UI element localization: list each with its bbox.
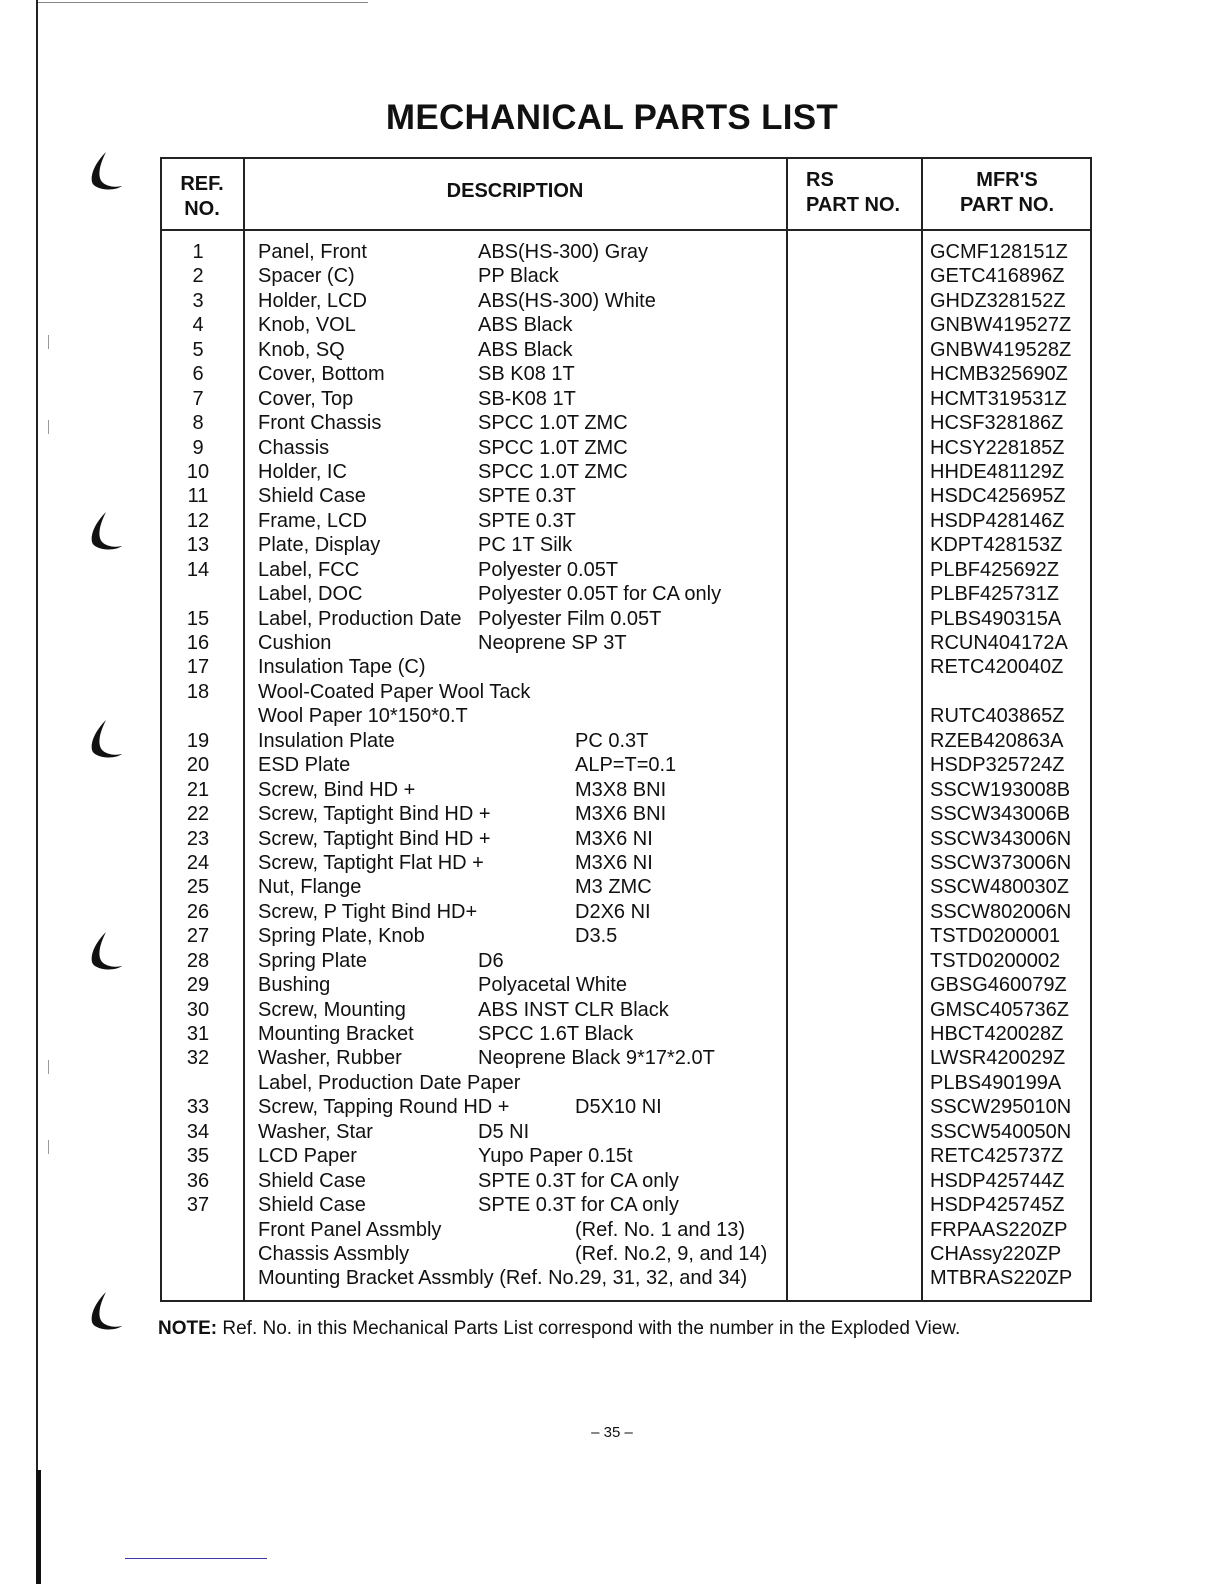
part-name-cell: Screw, Taptight Bind HD +	[258, 803, 491, 826]
mfr-part-no-cell: MTBRAS220ZP	[930, 1267, 1073, 1290]
part-name-cell: Wool-Coated Paper Wool Tack	[258, 680, 531, 703]
mfr-part-no-cell: RETC420040Z	[930, 656, 1064, 679]
part-name-cell: Spring Plate	[258, 949, 367, 972]
ref-no-cell: 28	[186, 949, 210, 972]
ref-no-cell: 34	[186, 1120, 210, 1143]
part-spec-cell: M3X6 NI	[575, 827, 653, 850]
ref-no-cell: 22	[186, 803, 210, 826]
mfr-part-no-cell: LWSR420029Z	[930, 1047, 1066, 1070]
table-row	[0, 729, 1224, 753]
ref-no-cell: 35	[186, 1145, 210, 1168]
header-rs-line2: PART NO.	[806, 194, 901, 216]
part-name-cell: Chassis	[258, 436, 330, 459]
part-name-cell: Frame, LCD	[258, 509, 367, 532]
ref-no-cell: 15	[186, 607, 210, 630]
page-number: – 35 –	[591, 1424, 633, 1441]
part-name-cell: Bushing	[258, 974, 331, 997]
mfr-part-no-cell: TSTD0200001	[930, 925, 1061, 948]
part-name-cell: Label, Production Date	[258, 607, 462, 630]
table-row	[0, 607, 1224, 631]
header-description: DESCRIPTION	[446, 180, 584, 202]
part-spec-cell: SPCC 1.0T ZMC	[478, 436, 628, 459]
ref-no-cell: 5	[192, 338, 204, 361]
parts-table-body	[0, 240, 1224, 1291]
table-row	[0, 680, 1224, 704]
part-name-cell: Cover, Top	[258, 387, 354, 410]
ref-no-cell: 12	[186, 509, 210, 532]
part-spec-cell: Neoprene SP 3T	[478, 632, 627, 654]
table-row	[0, 460, 1224, 484]
footnote	[158, 1318, 960, 1340]
part-name-cell: Mounting Bracket	[258, 1023, 414, 1045]
part-name-cell: Screw, Tapping Round HD +	[258, 1096, 510, 1119]
ref-no-cell: 26	[186, 900, 210, 923]
header-ref-line2: NO.	[184, 198, 220, 220]
ref-no-cell: 37	[186, 1194, 210, 1217]
mfr-part-no-cell: HBCT420028Z	[930, 1023, 1064, 1045]
part-name-cell: Cushion	[258, 632, 332, 654]
table-row	[0, 851, 1224, 875]
table-row	[0, 827, 1224, 851]
table-row	[0, 900, 1224, 924]
part-name-cell: Spacer (C)	[258, 265, 355, 288]
part-name-cell: Wool Paper 10*150*0.T	[258, 705, 468, 728]
table-row	[0, 875, 1224, 899]
ref-no-cell: 3	[192, 289, 204, 312]
part-name-cell: Chassis Assmbly	[258, 1242, 410, 1265]
mfr-part-no-cell: SSCW343006B	[930, 803, 1071, 826]
part-name-cell: Shield Case	[258, 485, 366, 508]
table-row	[0, 362, 1224, 386]
table-row	[0, 533, 1224, 557]
header-ref-line1: REF.	[180, 173, 224, 195]
mfr-part-no-cell: GMSC405736Z	[930, 998, 1069, 1021]
part-spec-cell: SPCC 1.0T ZMC	[478, 412, 628, 435]
header-ref-no	[160, 172, 244, 222]
part-spec-cell: Yupo Paper 0.15t	[478, 1145, 633, 1168]
ref-no-cell: 6	[192, 363, 204, 386]
ref-no-cell: 17	[186, 656, 210, 679]
part-spec-cell: Polyester 0.05T for CA only	[478, 583, 722, 606]
table-row	[0, 1144, 1224, 1168]
mfr-part-no-cell: PLBF425731Z	[930, 583, 1059, 606]
ref-no-cell: 24	[186, 851, 210, 874]
table-row	[0, 436, 1224, 460]
table-row	[0, 484, 1224, 508]
part-name-cell: Holder, IC	[258, 460, 347, 483]
mfr-part-no-cell: GBSG460079Z	[930, 974, 1067, 997]
note-text: Ref. No. in this Mechanical Parts List correspond with the number in the Exploded View.	[217, 1318, 961, 1339]
part-spec-cell: Polyester 0.05T	[478, 558, 619, 581]
mfr-part-no-cell: RCUN404172A	[930, 632, 1068, 654]
part-spec-cell: SPTE 0.3T for CA only	[478, 1169, 679, 1192]
ref-no-cell: 9	[192, 436, 204, 459]
ref-no-cell: 19	[186, 729, 210, 752]
part-spec-cell: PP Black	[478, 265, 559, 288]
mfr-part-no-cell: HSDP325724Z	[930, 754, 1065, 777]
part-spec-cell: SB-K08 1T	[478, 387, 576, 410]
part-name-cell: ESD Plate	[258, 754, 351, 777]
mfr-part-no-cell: FRPAAS220ZP	[930, 1218, 1068, 1241]
part-name-cell: Cover, Bottom	[258, 363, 385, 386]
ref-no-cell: 13	[186, 534, 210, 557]
table-row	[0, 704, 1224, 728]
ref-no-cell: 14	[186, 558, 210, 581]
part-spec-cell: ABS Black	[478, 314, 573, 337]
mfr-part-no-cell: HSDP425745Z	[930, 1194, 1065, 1217]
part-spec-cell: SPTE 0.3T for CA only	[478, 1194, 679, 1217]
table-row	[0, 949, 1224, 973]
ref-no-cell: 31	[186, 1023, 210, 1045]
mfr-part-no-cell: KDPT428153Z	[930, 534, 1063, 557]
ref-no-cell: 29	[186, 974, 210, 997]
top-rule	[38, 2, 368, 3]
note-label: NOTE:	[158, 1318, 218, 1339]
mfr-part-no-cell: RETC425737Z	[930, 1145, 1064, 1168]
mfr-part-no-cell: SSCW295010N	[930, 1096, 1072, 1119]
mfr-part-no-cell: HCSF328186Z	[930, 412, 1064, 435]
part-name-cell: Screw, Bind HD +	[258, 778, 416, 801]
part-name-cell: Washer, Star	[258, 1120, 373, 1143]
part-spec-cell: D6	[478, 949, 504, 972]
part-name-cell: Knob, VOL	[258, 314, 356, 337]
part-spec-cell: Polyester Film 0.05T	[478, 607, 662, 630]
table-row	[0, 998, 1224, 1022]
ref-no-cell: 33	[186, 1096, 210, 1119]
mfr-part-no-cell: SSCW540050N	[930, 1120, 1072, 1143]
part-name-cell: Shield Case	[258, 1169, 366, 1192]
header-rs-part-no	[806, 168, 900, 218]
table-row	[0, 509, 1224, 533]
ref-no-cell: 30	[186, 998, 210, 1021]
part-spec-cell: ALP=T=0.1	[575, 754, 677, 777]
part-spec-cell: ABS Black	[478, 338, 573, 361]
part-name-cell: Label, Production Date Paper	[258, 1071, 521, 1094]
part-name-cell: Screw, Taptight Flat HD +	[258, 851, 484, 874]
mfr-part-no-cell: SSCW193008B	[930, 778, 1071, 801]
table-row	[0, 1218, 1224, 1242]
mfr-part-no-cell: PLBF425692Z	[930, 558, 1059, 581]
ref-no-cell: 18	[186, 680, 210, 703]
ref-no-cell: 25	[186, 876, 210, 899]
table-row	[0, 313, 1224, 337]
part-name-cell: Nut, Flange	[258, 876, 362, 899]
part-spec-cell: D5X10 NI	[575, 1096, 662, 1119]
header-rs-line1: RS	[806, 169, 834, 191]
part-name-cell: Insulation Tape (C)	[258, 656, 426, 679]
part-name-cell: Insulation Plate	[258, 729, 395, 752]
part-name-cell: Plate, Display	[258, 534, 381, 557]
ref-no-cell: 32	[186, 1047, 210, 1070]
ref-no-cell: 2	[192, 265, 204, 288]
part-spec-cell: ABS INST CLR Black	[478, 998, 669, 1021]
ref-no-cell: 10	[186, 460, 210, 483]
header-mfr-line2: PART NO.	[959, 194, 1055, 216]
part-spec-cell: SPCC 1.0T ZMC	[478, 460, 628, 483]
ref-no-cell: 27	[186, 925, 210, 948]
part-name-cell: LCD Paper	[258, 1145, 357, 1168]
ref-no-cell: 1	[192, 241, 204, 263]
table-row	[0, 411, 1224, 435]
mfr-part-no-cell: RUTC403865Z	[930, 705, 1065, 728]
table-row	[0, 1193, 1224, 1217]
ref-no-cell: 20	[186, 754, 210, 777]
part-name-cell: Spring Plate, Knob	[258, 925, 425, 948]
part-name-cell: Screw, Taptight Bind HD +	[258, 827, 491, 850]
part-spec-cell: SPTE 0.3T	[478, 509, 576, 532]
mfr-part-no-cell: SSCW343006N	[930, 827, 1072, 850]
mfr-part-no-cell: PLBS490315A	[930, 607, 1062, 630]
table-row	[0, 582, 1224, 606]
ref-no-cell: 4	[192, 314, 204, 337]
table-row	[0, 1120, 1224, 1144]
header-divider	[160, 229, 1092, 231]
ref-no-cell: 11	[187, 485, 209, 508]
part-spec-cell: D5 NI	[478, 1120, 530, 1143]
ref-no-cell: 23	[186, 827, 210, 850]
header-mfr-line1: MFR'S	[976, 169, 1038, 191]
mfr-part-no-cell: HSDP428146Z	[930, 509, 1065, 532]
table-row	[0, 558, 1224, 582]
table-row	[0, 289, 1224, 313]
part-spec-cell: SPTE 0.3T	[478, 485, 576, 508]
table-row	[0, 338, 1224, 362]
part-spec-cell: Polyacetal White	[478, 974, 627, 997]
part-spec-cell: D3.5	[575, 925, 618, 948]
table-row	[0, 802, 1224, 826]
ref-no-cell: 8	[192, 412, 204, 435]
part-spec-cell: SPCC 1.6T Black	[478, 1023, 634, 1045]
mfr-part-no-cell: HHDE481129Z	[930, 460, 1065, 483]
part-spec-cell: D2X6 NI	[575, 900, 651, 923]
mfr-part-no-cell: HCMT319531Z	[930, 387, 1067, 410]
ref-no-cell: 21	[186, 778, 210, 801]
table-row	[0, 655, 1224, 679]
mfr-part-no-cell: GCMF128151Z	[930, 241, 1068, 263]
part-name-cell: Mounting Bracket Assmbly (Ref. No.29, 31, 32, and 34)	[258, 1267, 748, 1290]
part-name-cell: Panel, Front	[258, 241, 367, 263]
part-name-cell: Screw, P Tight Bind HD+	[258, 900, 478, 923]
mfr-part-no-cell: HSDC425695Z	[930, 485, 1066, 508]
part-name-cell: Knob, SQ	[258, 338, 345, 361]
mfr-part-no-cell: SSCW802006N	[930, 900, 1072, 923]
mfr-part-no-cell: RZEB420863A	[930, 729, 1064, 752]
part-name-cell: Front Chassis	[258, 412, 382, 435]
table-row	[0, 1242, 1224, 1266]
mfr-part-no-cell: GNBW419528Z	[930, 338, 1072, 361]
part-spec-cell: PC 0.3T	[575, 729, 649, 752]
part-name-cell: Front Panel Assmbly	[258, 1218, 442, 1241]
ref-no-cell: 16	[186, 632, 210, 654]
part-spec-cell: ABS(HS-300) Gray	[478, 241, 649, 263]
ref-no-cell: 36	[186, 1169, 210, 1192]
table-row	[0, 387, 1224, 411]
ref-no-cell: 7	[192, 387, 204, 410]
mfr-part-no-cell: PLBS490199A	[930, 1071, 1062, 1094]
bottom-rule	[125, 1558, 267, 1559]
table-row	[0, 924, 1224, 948]
mfr-part-no-cell: GHDZ328152Z	[930, 289, 1066, 312]
table-row	[0, 778, 1224, 802]
table-row	[0, 240, 1224, 264]
part-spec-cell: M3X6 BNI	[575, 803, 667, 826]
mfr-part-no-cell: SSCW480030Z	[930, 876, 1069, 899]
part-spec-cell: Neoprene Black 9*17*2.0T	[478, 1047, 715, 1070]
mfr-part-no-cell: CHAssy220ZP	[930, 1242, 1062, 1265]
mfr-part-no-cell: TSTD0200002	[930, 949, 1061, 972]
mfr-part-no-cell: HCMB325690Z	[930, 363, 1068, 386]
header-mfr-part-no	[922, 168, 1092, 218]
mfr-part-no-cell: GETC416896Z	[930, 265, 1065, 288]
part-name-cell: Washer, Rubber	[258, 1047, 402, 1070]
table-row	[0, 973, 1224, 997]
table-row	[0, 1022, 1224, 1046]
mfr-part-no-cell: HSDP425744Z	[930, 1169, 1065, 1192]
part-spec-cell: ABS(HS-300) White	[478, 289, 656, 312]
table-row	[0, 753, 1224, 777]
page-title: MECHANICAL PARTS LIST	[385, 98, 839, 137]
punch-hole-icon	[84, 1290, 128, 1334]
part-name-cell: Label, DOC	[258, 583, 363, 606]
part-name-cell: Label, FCC	[258, 558, 360, 581]
table-row	[0, 1095, 1224, 1119]
punch-hole-icon	[84, 150, 128, 194]
table-row	[0, 1266, 1224, 1290]
part-spec-cell: (Ref. No.2, 9, and 14)	[575, 1242, 768, 1265]
table-row	[0, 1169, 1224, 1193]
table-row	[0, 631, 1224, 655]
part-spec-cell: (Ref. No. 1 and 13)	[575, 1218, 746, 1241]
part-spec-cell: PC 1T Silk	[478, 534, 573, 557]
part-spec-cell: M3X6 NI	[575, 851, 653, 874]
part-spec-cell: M3X8 BNI	[575, 778, 667, 801]
part-spec-cell: SB K08 1T	[478, 363, 575, 386]
binder-edge-shadow	[36, 1470, 41, 1584]
part-name-cell: Shield Case	[258, 1194, 366, 1217]
table-row	[0, 1071, 1224, 1095]
table-row	[0, 264, 1224, 288]
mfr-part-no-cell: SSCW373006N	[930, 851, 1072, 874]
mfr-part-no-cell: HCSY228185Z	[930, 436, 1065, 459]
mfr-part-no-cell: GNBW419527Z	[930, 314, 1072, 337]
table-row	[0, 1046, 1224, 1070]
part-spec-cell: M3 ZMC	[575, 876, 652, 899]
part-name-cell: Holder, LCD	[258, 289, 367, 312]
part-name-cell: Screw, Mounting	[258, 998, 406, 1021]
